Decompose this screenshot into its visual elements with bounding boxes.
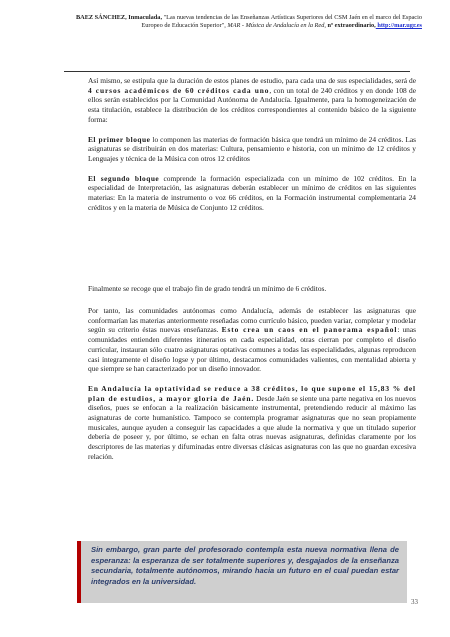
header-journal: MAR - Música de Andalucía en la Red, [225,22,326,30]
header-url-link[interactable]: http://mar.ugr.es [375,22,422,30]
paragraph-text: lo componen las materias de formación básica que tendrá un mínimo de 24 créditos. Las asignaturas se distribuirán en dos materias: Cultura, pensamiento e historia, con un mínimo de 12 créditos y Lenguajes y técnica de la Música con otros 12 créditos [88,134,416,163]
paragraph-text: : unas comunidades entienden diferentes itinerarios en cada especialidad, otras cierran por completo el diseño curricular, instauran sólo cuatro asignaturas optativas comunes a todas las especialidades, algunas reproducen casi íntegramente el diseño logse y por último, destacamos comunidades valientes, con mentalidad abierta y que siempre se han caracterizado por un diseño innovador. [88,325,416,374]
running-header [62,14,422,31]
block-heading: El primer bloque [88,134,151,144]
paragraph-first-block [88,135,416,164]
body-text-top [88,76,416,222]
paragraph-text: Desde Jaén se siente una parte negativa en los nuevos diseños, pues se enfocan a la realización básicamente instrumental, pretendiendo reducir al máximo las asignaturas de corte humanístico. Tampoco se contempla programar asignaturas que no sean propiamente musicales, aunque ayuden a conseguir las capacidades a que alude la normativa y que un titulado superior debería de poseer y, por último, se echan en falta otras nuevas asignaturas, definidas claramente por los descriptores de las materias y difuminadas entre diversas clásicas asignaturas con las que no guardan excesiva relación. [88,393,416,461]
paragraph-final-project: Finalmente se recoge que el trabajo fin de grado tendrá un mínimo de 6 créditos. [88,284,327,293]
emphasis-text: Esto crea un caos en el panorama español [221,325,398,335]
paragraph-text: comprende la formación especializada con un mínimo de 102 créditos. En la especialidad de Interpretación, las asignaturas deberán establecer un mínimo de créditos en las siguientes materias: En la materia de instrumento o voz 66 créditos, en la Formación instrumental complementaria 24 créditos y en la materia de Música de Conjunto 12 créditos. [88,173,416,212]
paragraph-text: , con un total de 240 créditos y en donde 108 de ellos serán establecidos por la Comunidad Autónoma de Andalucía. Igualmente, para la homogeneización de esta titulación, establece la distribución de los créditos correspondientes al contenido básico de la siguiente forma: [88,85,416,124]
pull-quote-box: Sin embargo, gran parte del profesorado contempla esta nueva normativa llena de esperanza: la esperanza de ser totalmente superiores y, desgajados de la enseñanza secundaria, totalmente autónomos, mirando hacia un futuro en el cual puedan estar integrados en la universidad. [77,541,407,603]
body-text-bottom [88,306,416,472]
paragraph-duration [88,76,416,125]
header-issue: nº extraordinario, [325,22,376,30]
header-author: BAEZ SÁNCHEZ, Inmaculada, [75,14,163,21]
page-number: 33 [411,598,418,606]
emphasis-text: 4 cursos académicos de 60 créditos cada uno [88,85,270,95]
paragraph-second-block [88,174,416,213]
paragraph-autonomous-communities [88,306,416,374]
paragraph-text: Por tanto, las comunidades autónomas como Andalucía, además de establecer las asignaturas que conformarían las materias anteriormente reseñadas como currículo básico, pueden variar, completar y modelar según su criterio éstas nuevas enseñanzas. [88,306,416,335]
paragraph-text: Así mismo, se estipula que la duración de estos planes de estudio, para cada una de sus especialidades, será de [88,76,416,85]
header-title: "Las nuevas tendencias de las Enseñanzas Artísticas Superiores del CSM Jaén en el marco del Espacio Europeo de Educación Superior", [141,14,422,30]
emphasis-text: En Andalucía la optatividad se reduce a 38 créditos, lo que supone el 15,83 % del plan de estudios, a mayor gloria de Jaén. [88,383,416,403]
paragraph-andalucia [88,384,416,462]
header-divider [64,71,410,72]
block-heading: El segundo bloque [88,173,160,183]
